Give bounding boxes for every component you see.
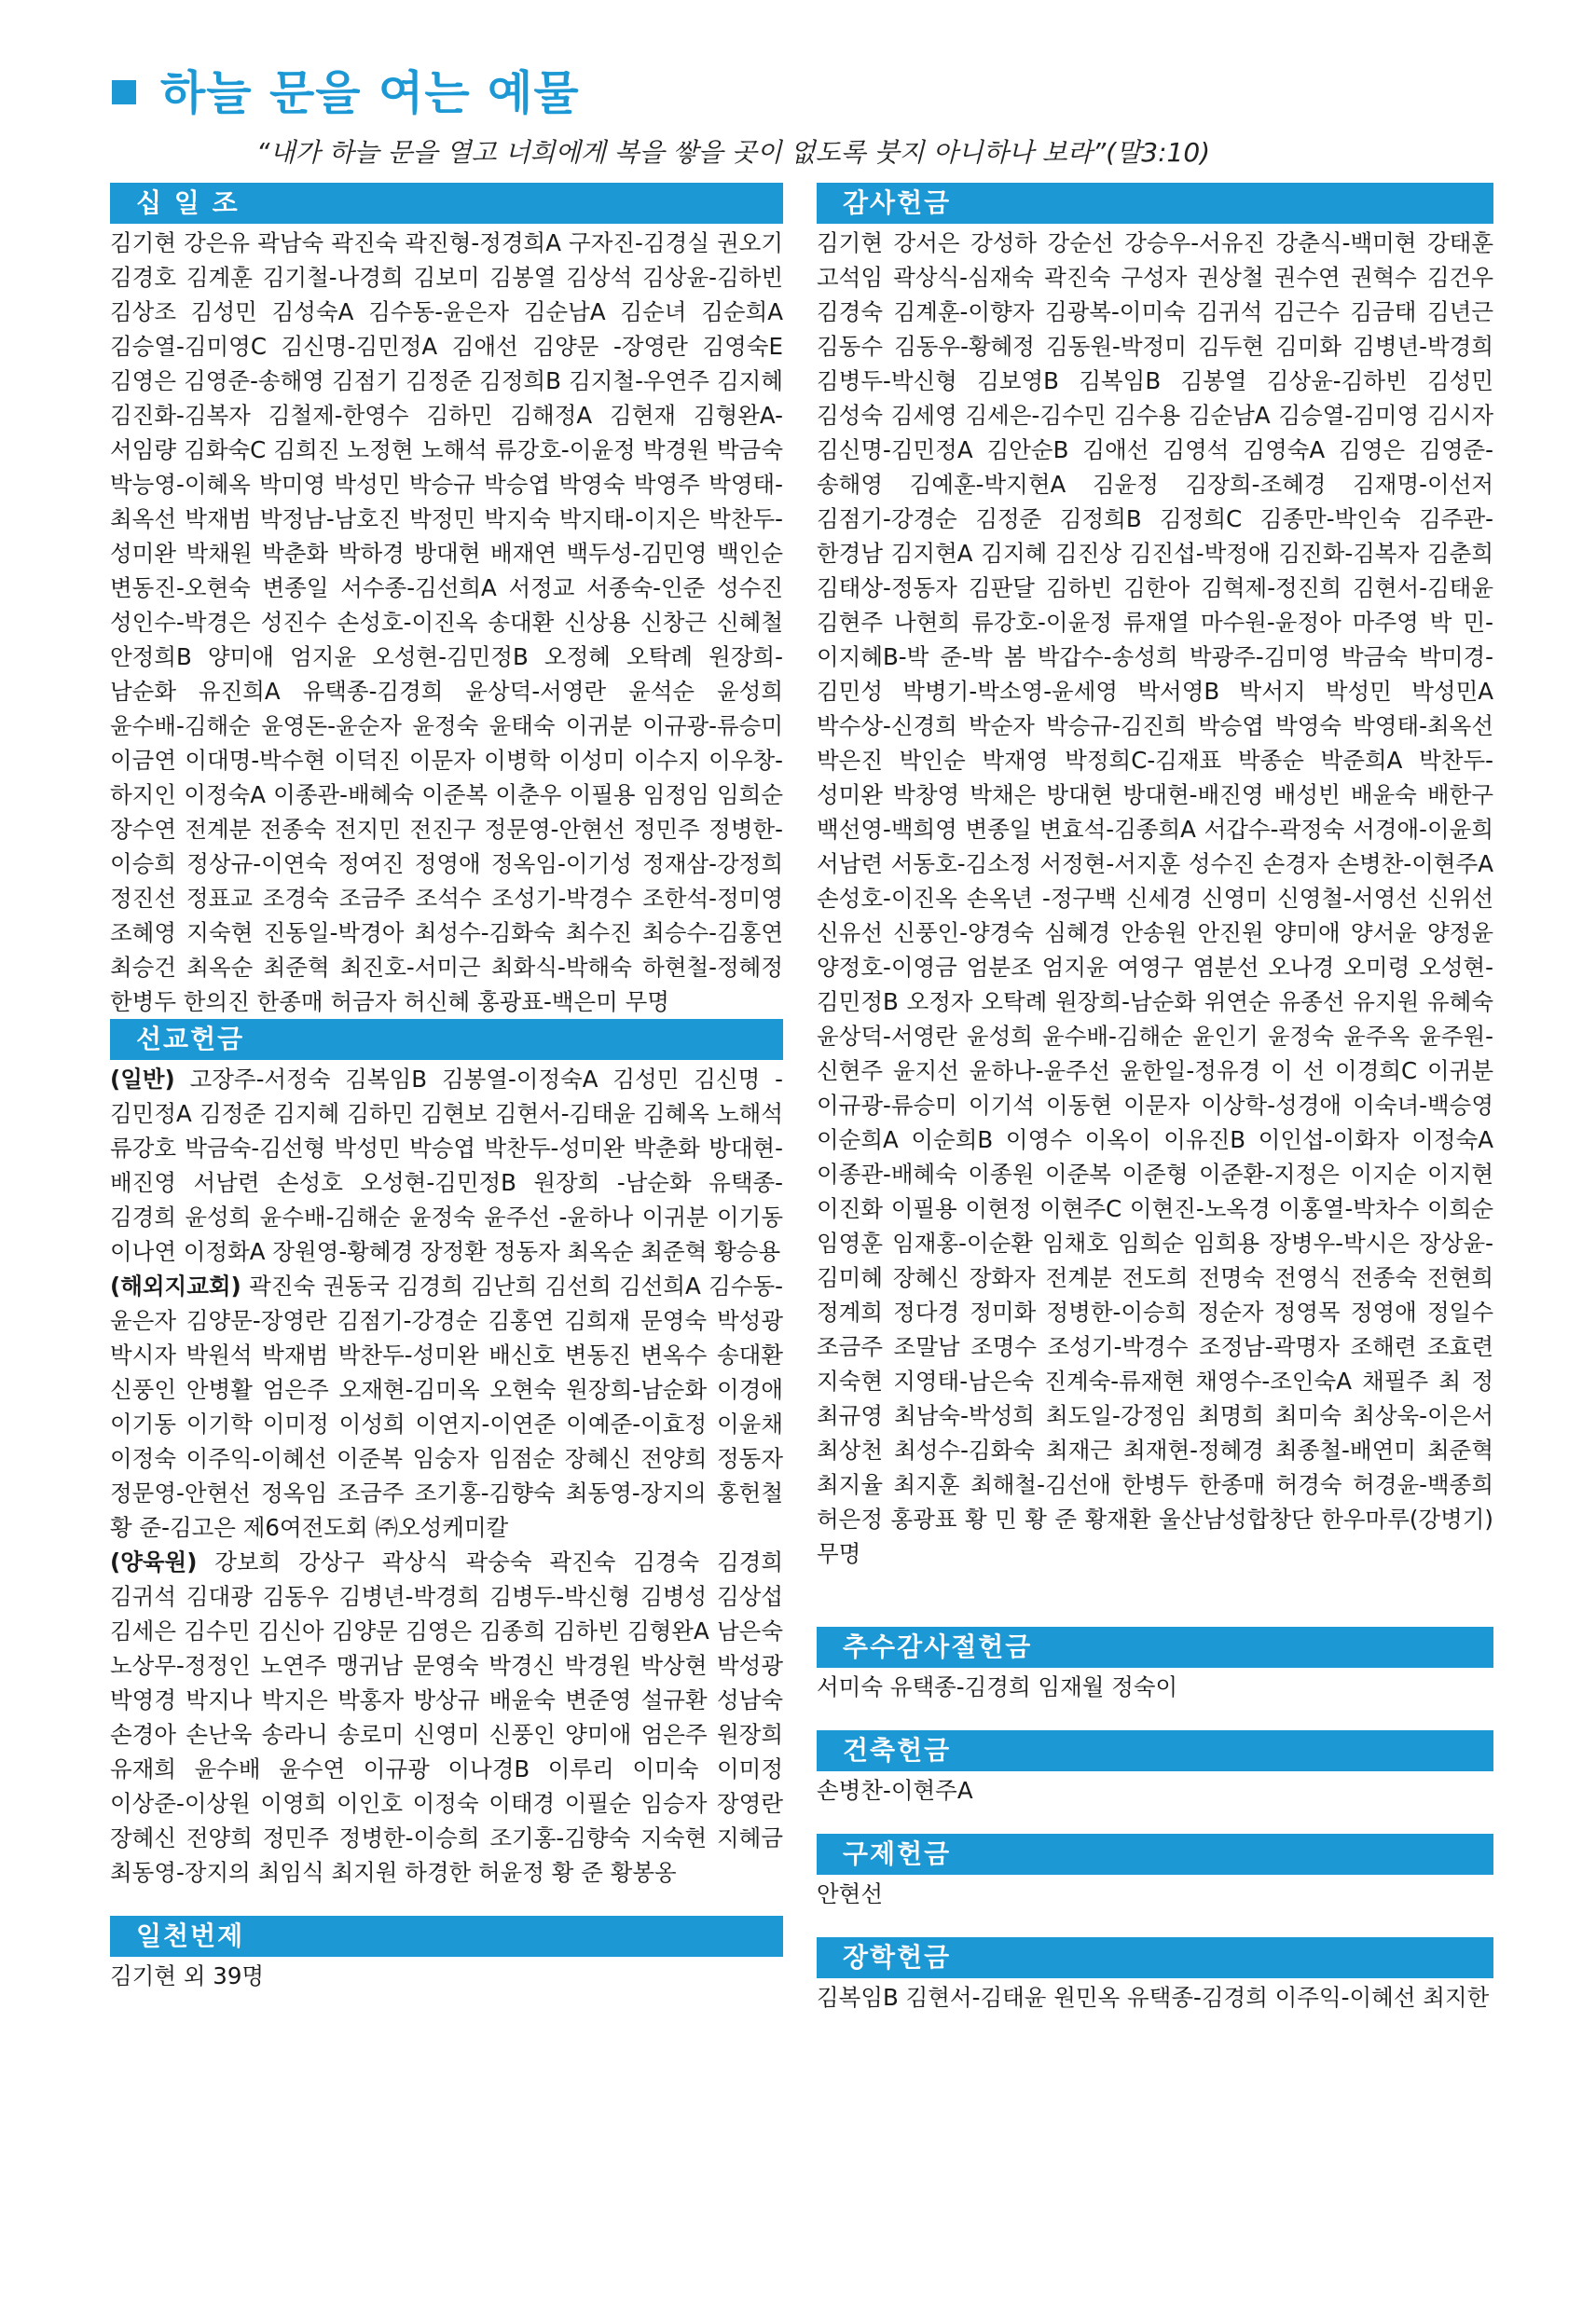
page-title: 하늘 문을 여는 예물 bbox=[160, 66, 580, 120]
section-body-mission bbox=[110, 1062, 783, 1890]
spacer bbox=[817, 1571, 1493, 1627]
title-bullet-icon bbox=[112, 80, 136, 104]
section-body-thanks: 김기현 강서은 강성하 강순선 강승우-서유진 강춘식-백미현 강태훈 고석임 곽상식-심재숙 곽진숙 구성자 권상철 권수연 권혁수 김건우 김경숙 김계훈-이향자 김광복-이미숙 김귀석 김근수 김금태 김년근 김동수 김동우-황혜정 김동원-박정미 김두현 김미화 김병년-박경희 김병두-박신형 김보영B 김복임B 김봉열 김상윤-김하빈 김성민 김성숙 김세영 김세은-김수민 김수용 김순남A 김승열-김미영 김시자 김신명-김민정A 김안순B 김애선 김영석 김영숙A 김영은 김영준-송해영 김예훈-박지현A 김윤정 김장희-조혜경 김재명-이선저 김점기-강경순 김정준 김정희B 김정희C 김종만-박인숙 김주관-한경남 김지현A 김지혜 김진상 김진섭-박정애 김진화-김복자 김춘희 김태상-정동자 김판달 김하빈 김한아 김혁제-정진희 김현서-김태윤 김현주 나현희 류강호-이윤정 류재열 마수원-윤정아 마주영 박 민-이지혜B-박 준-박 봄 박갑수-송성희 박광주-김미영 박금숙 박미경-김민성 박병기-박소영-윤세영 박서영B 박서지 박성민 박성민A 박수상-신경희 박순자 박승규-김진희 박승엽 박영숙 박영태-최옥선 박은진 박인순 박재영 박정희C-김재표 박종순 박준희A 박찬두-성미완 박창영 박채은 방대현 방대현-배진영 배성빈 배윤숙 배한구 백선영-백희영 변종일 변효석-김종희A 서갑수-곽정숙 서경애-이윤희 서남련 서동호-김소정 서정현-서지훈 성수진 손경자 손병찬-이현주A 손성호-이진옥 손옥년 -정구백 신세경 신영미 신영철-서영선 신위선 신유선 신풍인-양경숙 심혜경 안송원 안진원 양미애 양서윤 양정윤 양정호-이영금 엄분조 엄지윤 여영구 염분선 오나경 오미령 오성현-김민정B 오정자 오탁례 원장희-남순화 위연순 유종선 유지원 유혜숙 윤상덕-서영란 윤성희 윤수배-김해순 윤인기 윤정숙 윤주옥 윤주원-신현주 윤지선 윤하나-윤주선 윤한일-정유경 이 선 이경희C 이귀분 이규광-류승미 이기석 이동현 이문자 이상학-성경애 이숙녀-백승영 이순희A 이순희B 이영수 이옥이 이유진B 이인섭-이화자 이정숙A 이종관-배혜숙 이종원 이준복 이준형 이준환-지정은 이지순 이지현 이진화 이필용 이현정 이현주C 이현진-노옥경 이홍열-박차수 이희순 임영훈 임재홍-이순환 임채호 임희순 임희용 장병우-박시은 장상윤-김미혜 장혜신 장화자 전계분 전도희 전명숙 전영식 전종숙 전현희 정계희 정다경 정미화 정병한-이승희 정순자 정영목 정영애 정일수 조금주 조말남 조명수 조성기-박경수 조정남-곽명자 조해련 조효련 지숙현 지영태-남은숙 진계숙-류재현 채영수-조인숙A 채필주 최 정 최규영 최남숙-박성희 최도일-강정임 최명희 최미숙 최상욱-이은서 최상천 최성수-김화숙 최재근 최재현-정혜경 최종철-배연미 최준혁 최지율 최지훈 최해철-김선애 한병두 한종매 허경숙 허경윤-백종희 허은정 홍광표 황 민 황 준 황재환 울산남성합창단 한우마루(강병기) 무명 bbox=[817, 229, 1493, 1567]
page-header bbox=[112, 56, 1510, 170]
section-heading-harvest: 추수감사절헌금 bbox=[817, 1627, 1493, 1668]
section-heading-ilcheon: 일천번제 bbox=[110, 1916, 783, 1957]
mission-group-label: (일반) bbox=[110, 1066, 175, 1093]
section-body-relief: 안현선 bbox=[817, 1880, 884, 1907]
mission-group-text: 강보희 강상구 곽상식 곽숭숙 곽진숙 김경숙 김경희 김귀석 김대광 김동우 김병년-박경희 김병두-박신형 김병성 김상섭 김세은 김수민 김신아 김양문 김영은 김종희 김하빈 김형완A 남은숙 노상무-정정인 노연주 맹귀남 문영숙 박경신 박경원 박상현 박성광 박영경 박지나 박지은 박홍자 방상규 배윤숙 변준영 설규환 성남숙 손경아 손난욱 송라니 송로미 신영미 신풍인 양미애 엄은주 원장희 유재희 윤수배 윤수연 이규광 이나경B 이루리 이미숙 이미정 이상준-이상원 이영희 이인호 이정숙 이태경 이필순 임승자 장영란 장혜신 전양희 정민주 정병한-이승희 조기홍-김향숙 지숙현 지혜금 최동영-장지의 최임식 최지원 하경한 허윤정 황 준 황봉옹 bbox=[110, 1548, 783, 1886]
mission-group-general bbox=[110, 1062, 783, 1269]
section-body-building: 손병찬-이현주A bbox=[817, 1777, 973, 1804]
title-row bbox=[112, 56, 1510, 123]
section-body-scholarship: 김복임B 김현서-김태윤 원민옥 유택종-김경희 이주익-이혜선 최지한 bbox=[817, 1984, 1490, 2011]
mission-group-nurture bbox=[110, 1545, 783, 1890]
section-body-ilcheon: 김기현 외 39명 bbox=[110, 1962, 265, 1989]
section-heading-relief: 구제헌금 bbox=[817, 1834, 1493, 1875]
section-heading-thanks: 감사헌금 bbox=[817, 183, 1493, 224]
mission-group-overseas bbox=[110, 1269, 783, 1545]
section-heading-scholarship: 장학헌금 bbox=[817, 1937, 1493, 1978]
section-body-harvest: 서미숙 유택종-김경희 임재월 정숙이 bbox=[817, 1673, 1178, 1700]
mission-group-label: (해외지교회) bbox=[110, 1273, 241, 1300]
mission-group-text: 고장주-서정숙 김복임B 김봉열-이정숙A 김성민 김신명 -김민정A 김정준 김지혜 김하민 김현보 김현서-김태윤 김혜옥 노해석 류강호 박금숙-김선형 박성민 박승엽 박찬두-성미완 박춘화 방대현-배진영 서남련 손성호 오성현-김민정B 원장희 -남순화 유택종-김경희 윤성희 윤수배-김해순 윤정숙 윤주선 -윤하나 이귀분 이기동 이나연 이정화A 장원영-황혜경 장정환 정동자 최옥순 최준혁 황승용 bbox=[110, 1066, 783, 1265]
left-column bbox=[110, 183, 783, 1993]
spacer bbox=[817, 1808, 1493, 1834]
mission-group-label: (양육원) bbox=[110, 1548, 198, 1576]
section-heading-tithe: 십 일 조 bbox=[110, 183, 783, 224]
spacer bbox=[817, 1704, 1493, 1730]
page-subtitle-verse: “내가 하늘 문을 열고 너희에게 복을 쌓을 곳이 없도록 붓지 아니하나 보라”(말3:10) bbox=[256, 137, 1211, 168]
spacer bbox=[110, 1890, 783, 1916]
section-heading-mission: 선교헌금 bbox=[110, 1019, 783, 1060]
right-column bbox=[817, 183, 1493, 2015]
section-heading-building: 건축헌금 bbox=[817, 1730, 1493, 1771]
section-body-tithe: 김기현 강은유 곽남숙 곽진숙 곽진형-정경희A 구자진-김경실 권오기 김경호 김계훈 김기철-나경희 김보미 김봉열 김상석 김상윤-김하빈 김상조 김성민 김성숙A 김수동-윤은자 김순남A 김순녀 김순희A 김승열-김미영C 김신명-김민정A 김애선 김양문 -장영란 김영숙E 김영은 김영준-송해영 김점기 김정준 김정희B 김지철-우연주 김지혜 김진화-김복자 김철제-한영수 김하민 김해정A 김현재 김형완A-서임량 김화숙C 김희진 노정현 노해석 류강호-이윤정 박경원 박금숙 박능영-이혜옥 박미영 박성민 박승규 박승엽 박영숙 박영주 박영태-최옥선 박재범 박정남-남호진 박정민 박지숙 박지태-이지은 박찬두-성미완 박채원 박춘화 박하경 방대현 배재연 백두성-김민영 백인순 변동진-오현숙 변종일 서수종-김선희A 서정교 서종숙-인준 성수진 성인수-박경은 성진수 손성호-이진옥 송대환 신상용 신창근 신혜철 안정희B 양미애 엄지윤 오성현-김민정B 오정혜 오탁례 원장희-남순화 유진희A 유택종-김경희 윤상덕-서영란 윤석순 윤성희 윤수배-김해순 윤영돈-윤순자 윤정숙 윤태숙 이귀분 이규광-류승미 이금연 이대명-박수현 이덕진 이문자 이병학 이성미 이수지 이우창-하지인 이정숙A 이종관-배혜숙 이준복 이춘우 이필용 임정임 임희순 장수연 전계분 전종숙 전지민 전진구 정문영-안현선 정민주 정병한-이승희 정상규-이연숙 정여진 정영애 정옥임-이기성 정재삼-강정희 정진선 정표교 조경숙 조금주 조석수 조성기-박경수 조한석-정미영 조혜영 지숙현 진동일-박경아 최성수-김화숙 최수진 최승수-김홍연 최승건 최옥순 최준혁 최진호-서미근 최화식-박해숙 하현철-정혜정 한병두 한의진 한종매 허금자 허신혜 홍광표-백은미 무명 bbox=[110, 229, 783, 1015]
mission-group-text: 곽진숙 권동국 김경희 김난희 김선희 김선희A 김수동-윤은자 김양문-장영란 김점기-강경순 김홍연 김희재 문영숙 박성광 박시자 박원석 박재범 박찬두-성미완 배신호 변동진 변옥수 송대환 신풍인 안병활 엄은주 오재현-김미옥 오현숙 원장희-남순화 이경애 이기동 이기학 이미정 이성희 이연지-이연준 이예준-이효정 이윤채 이정숙 이주익-이혜선 이준복 임숭자 임점순 장혜신 전양희 정동자 정문영-안현선 정옥임 조금주 조기홍-김향숙 최동영-장지의 홍헌철 황 준-김고은 제6여전도회 ㈜오성케미칼 bbox=[110, 1273, 783, 1541]
spacer bbox=[817, 1911, 1493, 1937]
